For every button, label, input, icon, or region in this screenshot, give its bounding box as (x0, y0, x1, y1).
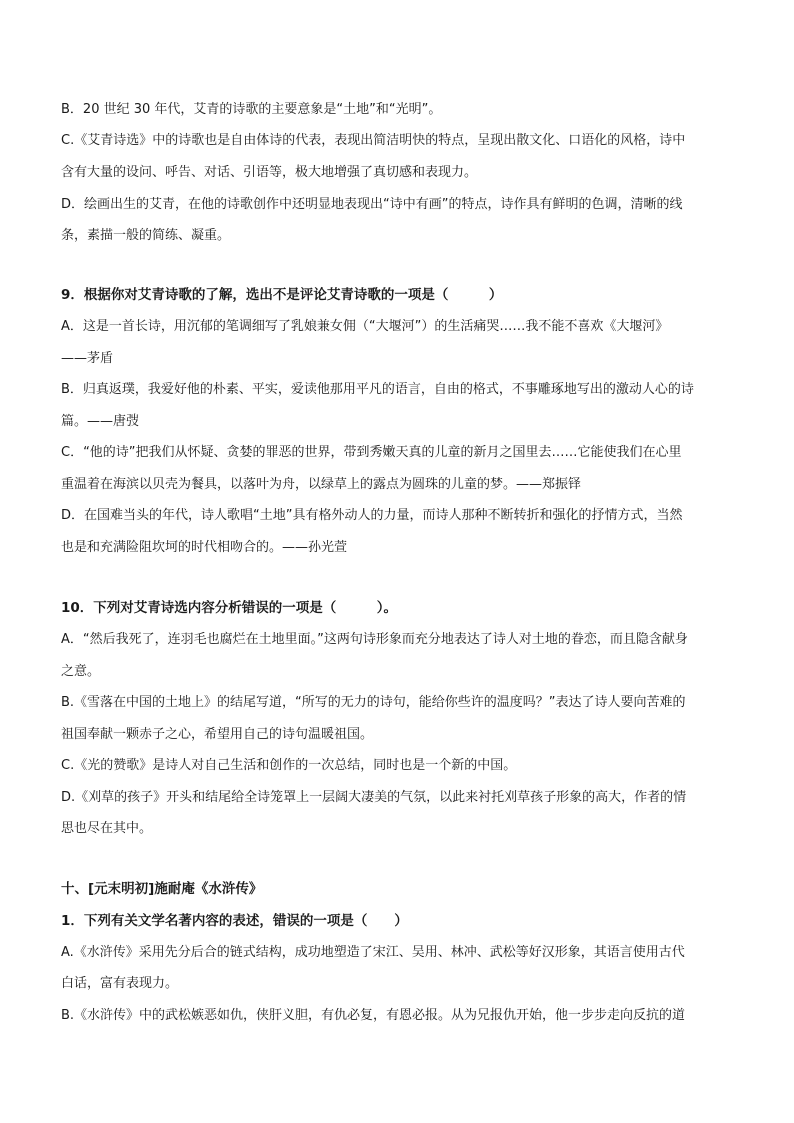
question-9: 9．根据你对艾青诗歌的了解，选出不是评论艾青诗歌的一项是（ ） (61, 287, 503, 303)
option-a-q10-line1: A．“然后我死了，连羽毛也腐烂在土地里面。”这两句诗形象而充分地表达了诗人对土地的眷恋，而且隐含献身 (61, 632, 688, 647)
question-10: 10．下列对艾青诗选内容分析错误的一项是（ ）。 (61, 600, 398, 616)
option-d-q10-line1: D.《刈草的孩子》开头和结尾给全诗笼罩上一层阔大凄美的气氛，以此来衬托刈草孩子形象的高大，作者的情 (61, 790, 687, 805)
option-c-q9-line2: 重温着在海滨以贝壳为餐具，以落叶为舟，以绿草上的露点为圆珠的儿童的梦。——郑振铎 (61, 477, 582, 492)
option-c-q8-line2: 含有大量的设问、呼告、对话、引语等，极大地增强了真切感和表现力。 (61, 165, 478, 180)
option-d-q8-line1: D．绘画出生的艾青，在他的诗歌创作中还明显地表现出“诗中有画”的特点，诗作具有鲜明的色调，清晰的线 (61, 197, 683, 212)
option-a-q9-line1: A．这是一首长诗，用沉郁的笔调细写了乳娘兼女佣（“大堰河”）的生活痛哭……我不能不喜欢《大堰河》 (61, 319, 669, 334)
option-b-q9-line1: B．归真返璞，我爱好他的朴素、平实，爱读他那用平凡的语言，自由的格式，不事雕琢地写出的激动人心的诗 (61, 382, 694, 397)
option-b-q10-line1: B.《雪落在中国的土地上》的结尾写道，“所写的无力的诗句，能给你些许的温度吗？”表达了诗人要向苦难的 (61, 695, 686, 710)
section-heading: 十、[元末明初]施耐庵《水浒传》 (61, 881, 263, 897)
option-a-q10-line2: 之意。 (61, 664, 101, 679)
option-b-q9-line2: 篇。——唐弢 (61, 414, 140, 429)
option-a-q1-line2: 白话，富有表现力。 (61, 976, 179, 991)
option-b-q1-line1: B.《水浒传》中的武松嫉恶如仇，侠肝义胆，有仇必复，有恩必报。从为兄报仇开始，他一步步走向反抗的道 (61, 1008, 686, 1023)
option-b-q8: B．20 世纪 30 年代，艾青的诗歌的主要意象是“土地”和“光明”。 (61, 102, 442, 117)
option-c-q9-line1: C．“他的诗”把我们从怀疑、贪婪的罪恶的世界，带到秀嫩天真的儿童的新月之国里去……它能使我们在心里 (61, 445, 682, 460)
option-d-q9-line1: D．在国难当头的年代，诗人歌唱“土地”具有格外动人的力量，而诗人那种不断转折和强化的抒情方式，当然 (61, 508, 683, 523)
option-d-q9-line2: 也是和充满险阻坎坷的时代相吻合的。——孙光萱 (61, 540, 348, 555)
option-c-q8-line1: C.《艾青诗选》中的诗歌也是自由体诗的代表，表现出简洁明快的特点，呈现出散文化、口语化的风格，诗中 (61, 133, 686, 148)
option-d-q10-line2: 思也尽在其中。 (61, 821, 153, 836)
option-a-q9-line2: ——茅盾 (61, 351, 114, 366)
option-d-q8-line2: 条，素描一般的简练、凝重。 (61, 228, 231, 243)
option-b-q10-line2: 祖国奉献一颗赤子之心，希望用自己的诗句温暖祖国。 (61, 727, 374, 742)
option-a-q1-line1: A.《水浒传》采用先分后合的链式结构，成功地塑造了宋江、吴用、林冲、武松等好汉形象，其语言使用古代 (61, 945, 685, 960)
option-c-q10: C.《光的赞歌》是诗人对自己生活和创作的一次总结，同时也是一个新的中国。 (61, 758, 517, 773)
question-1: 1．下列有关文学名著内容的表述，错误的一项是（ ） (61, 913, 408, 929)
